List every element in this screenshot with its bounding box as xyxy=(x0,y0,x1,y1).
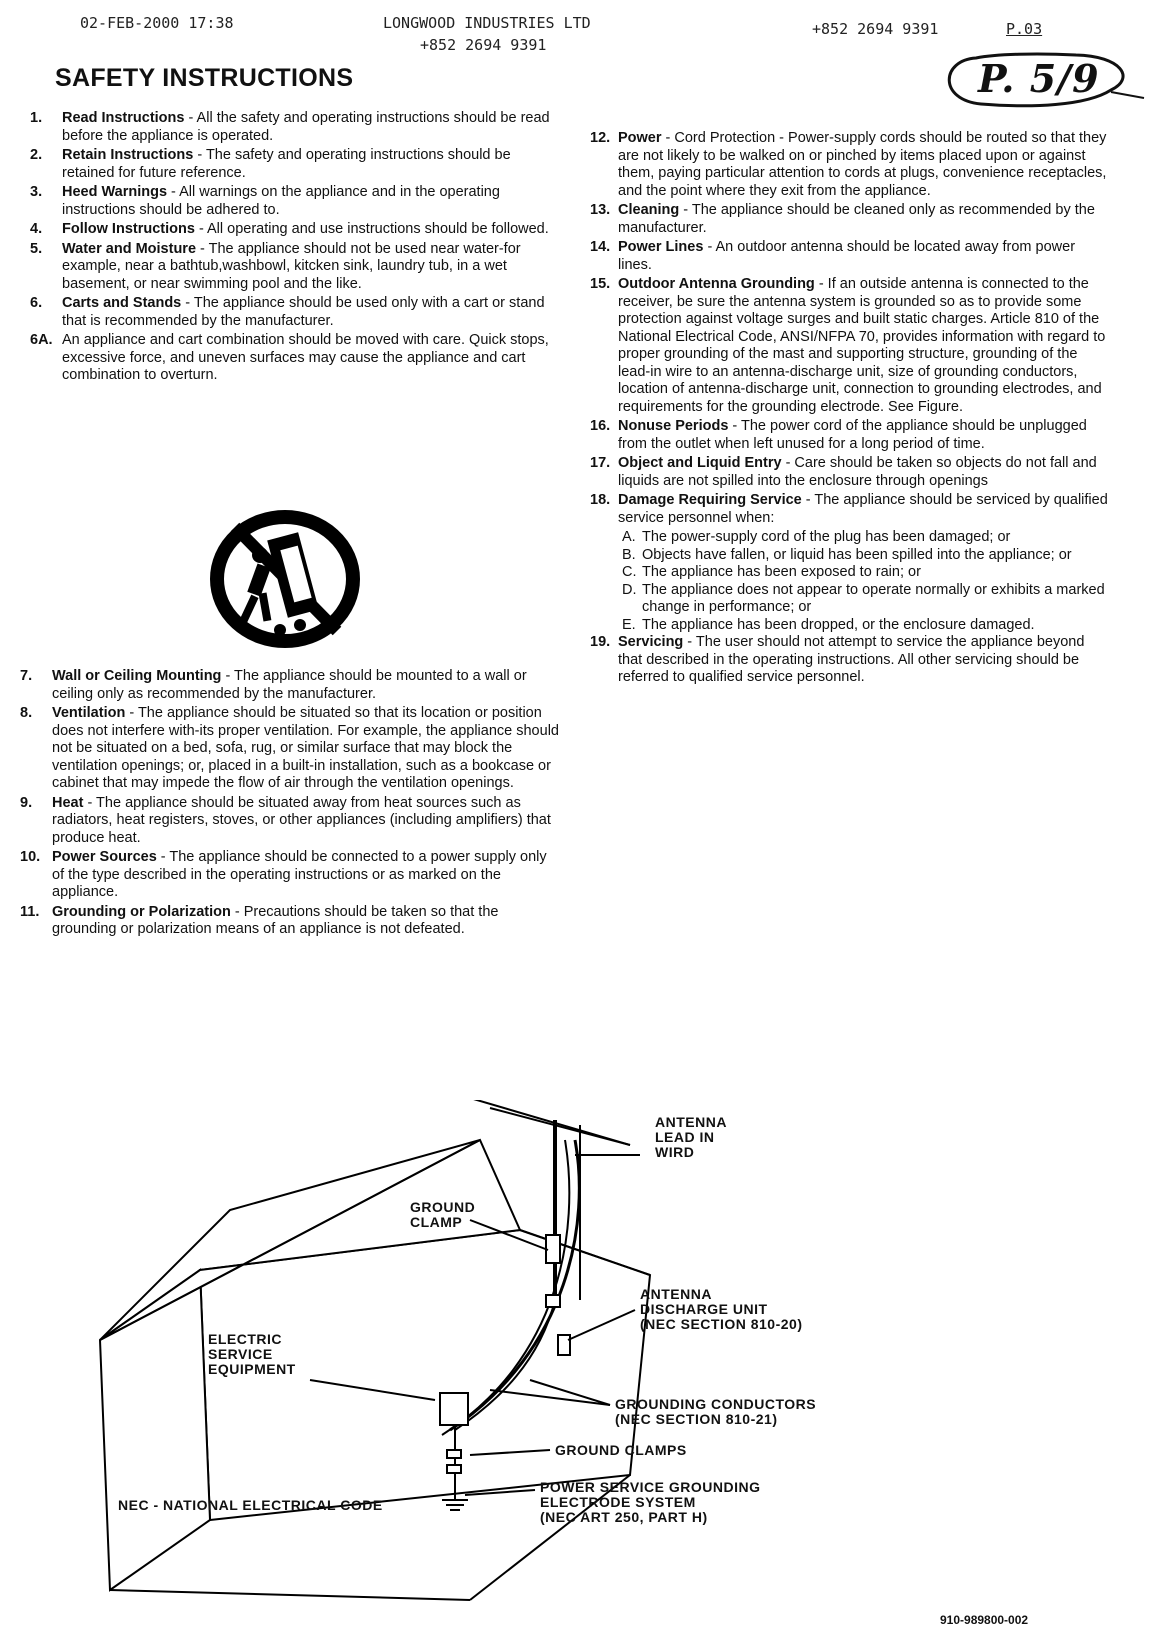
instruction-body xyxy=(618,239,1110,274)
instruction-item xyxy=(20,849,560,902)
subitem-text: The appliance has been dropped, or the enclosure damaged. xyxy=(642,616,1035,633)
subitem-text: The power-supply cord of the plug has been damaged; or xyxy=(642,529,1011,545)
instruction-label: Power xyxy=(618,130,662,146)
instruction-body xyxy=(52,795,560,848)
instruction-number: 12. xyxy=(590,130,611,146)
instruction-text: - All the safety and operating instructions should be read before the appliance is operated. xyxy=(62,110,550,144)
instruction-item xyxy=(20,795,560,848)
instruction-label: Outdoor Antenna Grounding xyxy=(618,276,815,292)
left-column-instructions-lower xyxy=(20,668,560,941)
instruction-body xyxy=(62,241,560,294)
instruction-item xyxy=(590,492,1110,527)
instruction-text: - The user should not attempt to service the appliance beyond that described in the operating instructions. All other servicing should be referred to qualified service personnel. xyxy=(618,634,1085,685)
instruction-number: 7. xyxy=(20,668,33,684)
instruction-label: Wall or Ceiling Mounting xyxy=(52,668,222,684)
instruction-text: - All warnings on the appliance and in the operating instructions should be adhered to. xyxy=(62,184,500,218)
damage-subitem xyxy=(622,617,1110,635)
instruction-text: An appliance and cart combination should be moved with care. Quick stops, excessive force, and uneven surfaces may cause the appliance and cart combination to overturn. xyxy=(62,332,549,383)
instruction-item xyxy=(30,147,560,182)
fax-phone-top: +852 2694 9391 xyxy=(420,36,547,54)
instruction-item xyxy=(30,332,560,385)
page-title: SAFETY INSTRUCTIONS xyxy=(55,64,354,92)
instruction-body xyxy=(62,184,560,219)
instruction-text: - The appliance should be used only with a cart or stand that is recommended by the manufacturer. xyxy=(62,295,545,329)
instruction-body xyxy=(618,130,1110,200)
instruction-label: Nonuse Periods xyxy=(618,418,729,434)
instruction-label: Power Sources xyxy=(52,849,157,865)
instruction-label: Object and Liquid Entry xyxy=(618,455,782,471)
instruction-label: Read Instructions xyxy=(62,110,185,126)
instruction-number: 1. xyxy=(30,110,43,126)
instruction-number: 6. xyxy=(30,295,43,311)
antenna-lead-in-label: ANTENNA LEAD IN WIRD xyxy=(655,1114,727,1160)
instruction-label: Heed Warnings xyxy=(62,184,168,200)
instruction-number: 18. xyxy=(590,492,611,508)
instruction-number: 15. xyxy=(590,276,611,292)
subitem-letter: A. xyxy=(622,529,636,545)
instruction-number: 13. xyxy=(590,202,611,218)
instruction-text: - Precautions should be taken so that the grounding or polarization means of an appliance is not defeated. xyxy=(52,903,499,937)
instruction-body xyxy=(618,276,1110,416)
instruction-text: - If an outside antenna is connected to the receiver, be sure the antenna system is grounded so as to provide some protection against voltage surges and built static charges. Article 810 of the National Electrical Code, ANSI/NFPA 70, provides information with regard to proper grounding of the mast and supporting structure, grounding of the lead-in wire to an antenna-discharge unit, size of grounding conductors, location of antenna-discharge unit, connection to grounding electrodes, and requirements for the grounding electrode. See Figure. xyxy=(618,276,1106,415)
instruction-body xyxy=(62,332,560,385)
instruction-label: Cleaning xyxy=(618,202,680,218)
ground-clamp-label: GROUND CLAMP xyxy=(410,1199,476,1230)
instruction-number: 14. xyxy=(590,239,611,255)
instruction-body xyxy=(52,849,560,902)
instruction-item xyxy=(590,130,1110,200)
instruction-label: Carts and Stands xyxy=(62,295,182,311)
instruction-text: - The appliance should be connected to a power supply only of the type described in the operating instructions or as marked on the appliance. xyxy=(52,849,547,900)
instruction-item xyxy=(590,239,1110,274)
instruction-body xyxy=(618,492,1110,527)
damage-subitem xyxy=(622,564,1110,582)
instruction-label: Water and Moisture xyxy=(62,240,197,257)
document-code: 910-989800-002 xyxy=(940,1613,1029,1627)
instruction-text: - The safety and operating instructions should be retained for future reference. xyxy=(62,147,511,181)
instruction-body xyxy=(62,295,560,330)
instruction-body xyxy=(618,634,1110,687)
instruction-item xyxy=(590,418,1110,453)
fax-phone-right: +852 2694 9391 xyxy=(812,20,939,38)
instruction-item xyxy=(30,110,560,145)
subitem-letter: D. xyxy=(622,581,637,598)
instruction-number: 8. xyxy=(20,705,33,721)
instruction-label: Servicing xyxy=(618,634,684,650)
instruction-number: 11. xyxy=(20,903,40,920)
instruction-body xyxy=(52,904,560,939)
instruction-number: 19. xyxy=(590,634,611,650)
instruction-body xyxy=(62,221,560,239)
instruction-text: - The appliance should be situated away from heat sources such as radiators, heat registers, stoves, or other appliances (including amplifiers) that produce heat. xyxy=(52,794,551,846)
subitem-letter: E. xyxy=(622,616,636,633)
instruction-label: Retain Instructions xyxy=(62,147,194,163)
instruction-body xyxy=(618,418,1110,453)
damage-subitem xyxy=(622,529,1110,547)
instruction-label: Power Lines xyxy=(618,239,704,255)
instruction-number: 5. xyxy=(30,240,43,257)
fax-header xyxy=(80,10,1080,60)
damage-subitem xyxy=(622,547,1110,565)
instruction-item xyxy=(590,202,1110,237)
instruction-text: - Care should be taken so objects do not fall and liquids are not spilled into the enclosure through openings xyxy=(618,455,1097,489)
instruction-text: - The appliance should be serviced by qualified service personnel when: xyxy=(618,492,1108,526)
instruction-item xyxy=(30,184,560,219)
instruction-text: - The appliance should be situated so that its location or position does not interfere with-its proper ventilation. For example, the appliance should not be situated on a bed, sofa, rug, or similar surface that may block the ventilation openings; or, placed in a built-in installation, such as a bookcase or cabinet that may impede the flow of air through the ventilation openings. xyxy=(52,705,559,791)
instruction-item xyxy=(590,455,1110,490)
nec-note: NEC - NATIONAL ELECTRICAL CODE xyxy=(118,1497,383,1513)
instruction-label: Ventilation xyxy=(52,705,126,721)
cart-tip-over-warning-icon xyxy=(205,505,365,653)
instruction-number: 17. xyxy=(590,455,611,471)
instruction-label: Follow Instructions xyxy=(62,221,195,237)
antenna-grounding-diagram xyxy=(70,1100,1080,1620)
grounding-conductors-label: GROUNDING CONDUCTORS (NEC SECTION 810-21) xyxy=(615,1396,817,1427)
instruction-item xyxy=(20,668,560,703)
instruction-number: 2. xyxy=(30,147,43,163)
antenna-discharge-unit-label: ANTENNA DISCHARGE UNIT (NEC SECTION 810-20) xyxy=(640,1286,803,1332)
instruction-body xyxy=(52,668,560,703)
instruction-label: Grounding or Polarization xyxy=(52,903,231,920)
ground-clamps-label: GROUND CLAMPS xyxy=(555,1442,687,1458)
instruction-text: - The appliance should be cleaned only as recommended by the manufacturer. xyxy=(618,202,1095,236)
instruction-body xyxy=(62,147,560,182)
instruction-body xyxy=(618,455,1110,490)
instruction-text: - The appliance should be mounted to a wall or ceiling only as recommended by the manufacturer. xyxy=(52,668,527,702)
instruction-text: - An outdoor antenna should be located away from power lines. xyxy=(618,239,1076,273)
instruction-text: - All operating and use instructions should be followed. xyxy=(194,221,549,237)
instruction-body xyxy=(52,705,560,793)
fax-date-time: 02-FEB-2000 17:38 xyxy=(80,14,234,32)
subitem-text: The appliance does not appear to operate normally or exhibits a marked change in performance; or xyxy=(642,581,1105,615)
damage-subitem xyxy=(622,582,1110,617)
damage-subitem-list xyxy=(622,529,1110,634)
handwritten-page-note: P. 5/9 xyxy=(978,56,1100,101)
subitem-letter: C. xyxy=(622,564,637,580)
instruction-item xyxy=(590,276,1110,416)
instruction-number: 16. xyxy=(590,418,611,434)
fax-company: LONGWOOD INDUSTRIES LTD xyxy=(383,14,591,32)
instruction-label: Heat xyxy=(52,794,84,811)
fax-page-number: P.03 xyxy=(1006,20,1043,38)
subitem-text: The appliance has been exposed to rain; or xyxy=(642,564,921,580)
instruction-item xyxy=(30,241,560,294)
instruction-item xyxy=(590,634,1110,687)
instruction-item xyxy=(30,295,560,330)
instruction-body xyxy=(618,202,1110,237)
subitem-letter: B. xyxy=(622,546,636,563)
left-column-instructions xyxy=(30,110,560,387)
instruction-item xyxy=(20,904,560,939)
electric-service-equipment-label: ELECTRIC SERVICE EQUIPMENT xyxy=(208,1331,296,1377)
instruction-number: 6A. xyxy=(30,332,53,348)
subitem-text: Objects have fallen, or liquid has been spilled into the appliance; or xyxy=(642,546,1072,563)
instruction-text: - Cord Protection - Power-supply cords should be routed so that they are not likely to be walked on or pinched by items placed upon or against them, paying particular attention to cords at plugs, convenience receptacles, and the point where they exit from the appliance. xyxy=(618,130,1107,199)
instruction-number: 10. xyxy=(20,849,41,865)
instruction-number: 4. xyxy=(30,221,43,237)
instruction-label: Damage Requiring Service xyxy=(618,492,802,508)
instruction-text: - The appliance should not be used near water-for example, near a bathtub,washbowl, kitcken sink, laundry tub, in a wet basement, or near swimming pool and the like. xyxy=(62,240,521,292)
right-column-instructions xyxy=(590,130,1110,689)
instruction-number: 9. xyxy=(20,794,33,811)
instruction-item xyxy=(30,221,560,239)
instruction-body xyxy=(62,110,560,145)
instruction-item xyxy=(20,705,560,793)
instruction-text: - The power cord of the appliance should be unplugged from the outlet when left unused for a long period of time. xyxy=(618,418,1087,452)
power-service-grounding-label: POWER SERVICE GROUNDING ELECTRODE SYSTEM (NEC ART 250, PART H) xyxy=(540,1479,761,1525)
instruction-number: 3. xyxy=(30,184,43,200)
